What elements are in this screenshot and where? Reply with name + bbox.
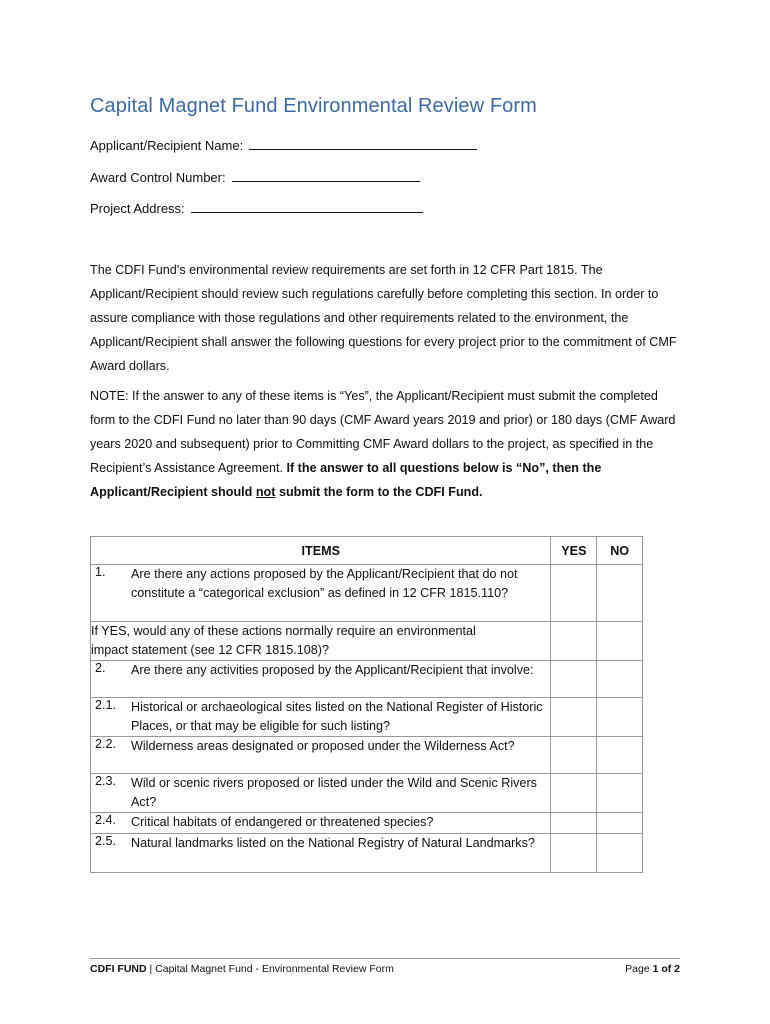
item-text: If YES, would any of these actions normally require an environmental impact statement (see 12 CFR 1815.108)? xyxy=(91,624,476,657)
item-number: 2.4. xyxy=(95,813,117,827)
table-row xyxy=(91,661,643,698)
table-row xyxy=(91,565,643,622)
item-number: 1. xyxy=(95,565,106,579)
page-footer xyxy=(90,958,680,975)
no-cell[interactable] xyxy=(597,813,643,834)
items-header: ITEMS xyxy=(91,537,551,565)
project-address-field xyxy=(90,200,423,216)
yes-cell[interactable] xyxy=(551,834,597,873)
no-header: NO xyxy=(597,537,643,565)
award-control-number-input[interactable] xyxy=(232,169,420,182)
no-cell[interactable] xyxy=(597,565,643,622)
note-bold-after: submit the form to the CDFI Fund. xyxy=(278,485,483,499)
yes-cell[interactable] xyxy=(551,565,597,622)
yes-cell[interactable] xyxy=(551,661,597,698)
item-text: Wild or scenic rivers proposed or listed under the Wild and Scenic Rivers Act? xyxy=(131,776,537,809)
item-number: 2. xyxy=(95,661,106,675)
item-text: Natural landmarks listed on the National Registry of Natural Landmarks? xyxy=(131,836,535,850)
project-address-input[interactable] xyxy=(191,200,423,213)
yes-cell[interactable] xyxy=(551,737,597,774)
item-number: 2.3. xyxy=(95,774,117,788)
page-prefix: Page xyxy=(625,963,653,975)
applicant-name-input[interactable] xyxy=(249,137,477,150)
page-num: 1 of 2 xyxy=(652,963,680,975)
award-control-number-label: Award Control Number: xyxy=(90,170,226,185)
project-address-label: Project Address: xyxy=(90,201,185,216)
yes-header: YES xyxy=(551,537,597,565)
table-header-row xyxy=(91,537,643,565)
note-paragraph xyxy=(90,384,680,504)
yes-cell[interactable] xyxy=(551,622,597,661)
item-text: Wilderness areas designated or proposed under the Wilderness Act? xyxy=(131,739,515,753)
footer-doc-title: Capital Magnet Fund - Environmental Review Form xyxy=(155,963,394,975)
item-text: Are there any actions proposed by the Applicant/Recipient that do not constitute a “categorical exclusion” as defined in 12 CFR 1815.110? xyxy=(131,567,518,600)
yes-cell[interactable] xyxy=(551,813,597,834)
no-cell[interactable] xyxy=(597,661,643,698)
item-text: Critical habitats of endangered or threatened species? xyxy=(131,815,434,829)
table-row xyxy=(91,774,643,813)
no-cell[interactable] xyxy=(597,622,643,661)
no-cell[interactable] xyxy=(597,834,643,873)
footer-org: CDFI FUND xyxy=(90,963,147,975)
applicant-name-field xyxy=(90,137,477,153)
footer-separator: | xyxy=(146,963,156,975)
note-bold-underlined: not xyxy=(255,485,276,499)
applicant-name-label: Applicant/Recipient Name: xyxy=(90,138,244,153)
note-bold-before: If the answer to all questions below is “No”, then the Applicant/Recipient should xyxy=(90,461,602,499)
no-cell[interactable] xyxy=(597,698,643,737)
yes-cell[interactable] xyxy=(551,698,597,737)
table-row xyxy=(91,698,643,737)
table-row xyxy=(91,813,643,834)
award-control-number-field xyxy=(90,169,420,185)
item-text: Historical or archaeological sites listed on the National Register of Historic Places, or that may be eligible for such listing? xyxy=(131,700,543,733)
yes-cell[interactable] xyxy=(551,774,597,813)
no-cell[interactable] xyxy=(597,774,643,813)
item-number: 2.2. xyxy=(95,737,117,751)
form-title: Capital Magnet Fund Environmental Review Form xyxy=(90,95,537,117)
no-cell[interactable] xyxy=(597,737,643,774)
note-text: NOTE: If the answer to any of these items is “Yes”, the Applicant/Recipient must submit the completed form to the CDFI Fund no later than 90 days (CMF Award years 2019 and prior) or 180 days (CMF Award years 2020 and subsequent) prior to Committing CMF Award dollars to the project, as specified in the Recipient’s Assistance Agreement. xyxy=(90,389,676,475)
intro-paragraph: The CDFI Fund’s environmental review requirements are set forth in 12 CFR Part 1815. The Applicant/Recipient should review such regulations carefully before completing this section. In order to assure compliance with those regulations and other requirements related to the environment, the Applicant/Recipient shall answer the following questions for every project prior to the commitment of CMF Award dollars. xyxy=(90,263,677,373)
page-number xyxy=(625,963,680,975)
item-number: 2.5. xyxy=(95,834,117,848)
item-text: Are there any activities proposed by the Applicant/Recipient that involve: xyxy=(131,663,534,677)
items-table xyxy=(90,536,643,873)
item-number: 2.1. xyxy=(95,698,117,712)
table-row xyxy=(91,622,643,661)
table-row xyxy=(91,834,643,873)
table-row xyxy=(91,737,643,774)
